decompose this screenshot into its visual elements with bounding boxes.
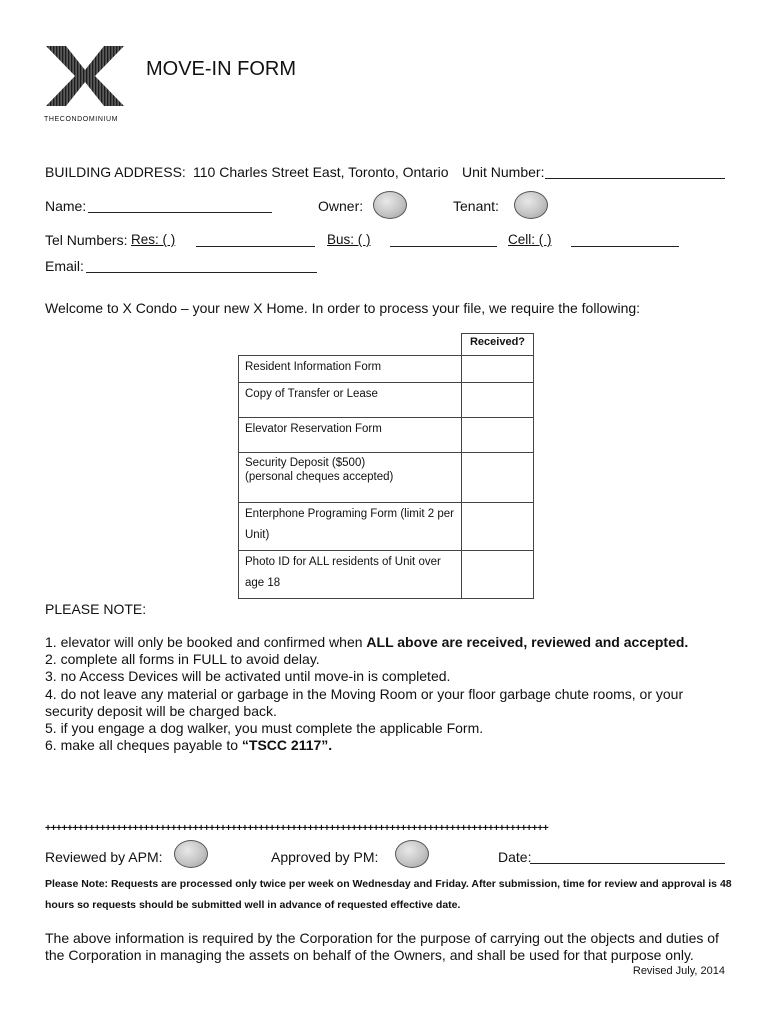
tel-numbers-label: Tel Numbers: — [45, 232, 128, 248]
photo-id-line-1: Photo ID for ALL residents of Unit over — [245, 556, 441, 568]
table-header-row — [239, 334, 534, 356]
date-field[interactable] — [530, 849, 725, 864]
document-checklist-table — [238, 333, 534, 599]
unit-number-label: Unit Number: — [462, 164, 545, 180]
note-item-1 — [45, 634, 735, 651]
owner-checkbox[interactable] — [373, 191, 407, 219]
received-checkbox[interactable] — [462, 551, 534, 599]
please-note-heading: PLEASE NOTE: — [45, 601, 147, 617]
bus-phone-label: Bus: ( ) — [327, 232, 371, 247]
note-6-emphasis: “TSCC 2117”. — [241, 737, 333, 754]
checklist-item-elevator-reservation: Elevator Reservation Form — [239, 418, 462, 453]
checklist-item-transfer-lease: Copy of Transfer or Lease — [239, 383, 462, 418]
received-column-header: Received? — [462, 334, 534, 356]
checklist-item-security-deposit — [239, 453, 462, 503]
notes-list — [45, 634, 735, 754]
table-row — [239, 418, 534, 453]
approved-by-pm-label: Approved by PM: — [271, 849, 379, 865]
checklist-item-enterphone — [239, 503, 462, 551]
security-deposit-label: Security Deposit ($500) — [245, 457, 366, 469]
tenant-checkbox[interactable] — [514, 191, 548, 219]
reviewed-by-apm-label: Reviewed by APM: — [45, 849, 163, 865]
note-item-4: 4. do not leave any material or garbage in the Moving Room or your floor garbage chute rooms, or your security deposit will be charged back. — [45, 685, 684, 719]
enterphone-line-1: Enterphone Programing Form (limit 2 per — [245, 508, 454, 520]
x-logo-icon — [44, 44, 126, 108]
date-label: Date: — [498, 849, 532, 865]
table-row — [239, 383, 534, 418]
corporation-privacy-text: The above information is required by the Corporation for the purpose of carrying out the objects and duties of the Corporation in managing the assets on behalf of the Owners, and shall be used for that purpose only. — [45, 930, 719, 964]
building-address-label: BUILDING ADDRESS: — [45, 164, 186, 180]
cell-phone-field[interactable] — [571, 232, 679, 247]
note-item-6 — [45, 737, 735, 754]
table-row — [239, 551, 534, 599]
condominium-logo — [44, 44, 126, 123]
request-note-line-1: Please Note: Requests are processed only twice per week on Wednesday and Friday. After submission, time for review and approval is 48 — [45, 878, 732, 890]
email-field[interactable] — [86, 258, 317, 273]
name-field[interactable] — [88, 198, 272, 213]
approved-by-pm-checkbox[interactable] — [395, 840, 429, 868]
tenant-label: Tenant: — [453, 198, 499, 214]
page-title: MOVE-IN FORM — [146, 58, 296, 80]
note-1-text: 1. elevator will only be booked and confirmed when — [45, 634, 367, 650]
note-item-2: 2. complete all forms in FULL to avoid delay. — [45, 651, 320, 668]
res-phone-label: Res: ( ) — [131, 232, 176, 247]
bus-phone-field[interactable] — [390, 232, 497, 247]
plus-separator: ++++++++++++++++++++++++++++++++++++++++++++++++++++++++++++++++++++++++++++++++++++++++++++ — [45, 823, 549, 834]
photo-id-line-2: age 18 — [245, 577, 281, 589]
unit-number-field[interactable] — [545, 164, 725, 179]
security-deposit-note: (personal cheques accepted) — [245, 471, 394, 483]
revised-date: Revised July, 2014 — [632, 965, 725, 977]
received-checkbox[interactable] — [462, 383, 534, 418]
welcome-text: Welcome to X Condo – your new X Home. In order to process your file, we require the following: — [45, 300, 641, 316]
note-item-3: 3. no Access Devices will be activated until move-in is completed. — [45, 668, 451, 685]
building-address: 110 Charles Street East, Toronto, Ontario — [193, 164, 449, 180]
note-6-text: 6. make all cheques payable to — [45, 737, 242, 754]
email-label: Email: — [45, 258, 84, 274]
received-checkbox[interactable] — [462, 356, 534, 383]
request-processing-note — [45, 874, 735, 916]
request-note-line-2: hours so requests should be submitted well in advance of requested effective date. — [45, 899, 461, 911]
checklist-item-resident-info: Resident Information Form — [239, 356, 462, 383]
received-checkbox[interactable] — [462, 418, 534, 453]
checklist-item-photo-id — [239, 551, 462, 599]
res-phone-field[interactable] — [196, 232, 315, 247]
enterphone-line-2: Unit) — [245, 529, 270, 541]
logo-caption: THECONDOMINIUM — [44, 116, 119, 123]
owner-label: Owner: — [318, 198, 364, 214]
received-checkbox[interactable] — [462, 453, 534, 503]
table-row — [239, 356, 534, 383]
name-label: Name: — [45, 198, 87, 214]
received-checkbox[interactable] — [462, 503, 534, 551]
table-row — [239, 503, 534, 551]
note-1-emphasis: ALL above are received, reviewed and accepted. — [366, 634, 689, 650]
cell-phone-label: Cell: ( ) — [508, 232, 552, 247]
note-item-5: 5. if you engage a dog walker, you must complete the applicable Form. — [45, 720, 484, 737]
table-row — [239, 453, 534, 503]
reviewed-by-apm-checkbox[interactable] — [174, 840, 208, 868]
